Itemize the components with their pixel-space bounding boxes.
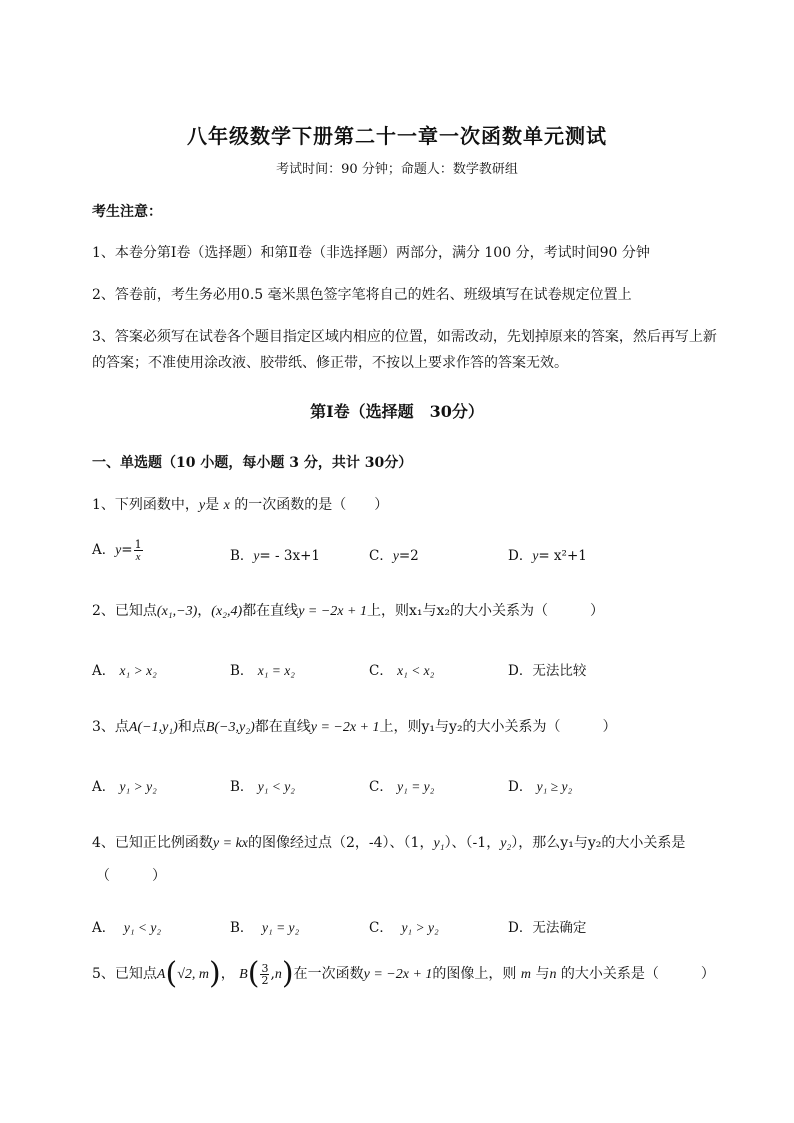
notice-heading: 考生注意： <box>92 204 162 220</box>
question-2: 2、已知点(x₁,−3)，(x₂,4)都在直线y = −2x + 1上，则x₁与x₂的大小关系为（ ） <box>92 603 604 619</box>
question-1: 1、下列函数中，y是 x 的一次函数的是（ ） <box>92 497 389 513</box>
q2-option-c[interactable]: C． x₁ < x₂ <box>369 663 435 679</box>
exam-info: 考试时间：90 分钟；命题人：数学教研组 <box>276 162 518 177</box>
q2-option-b[interactable]: B． x₁ = x₂ <box>230 663 295 679</box>
notice-item-3-cont: 的答案；不准使用涂改液、胶带纸、修正带，不按以上要求作答的答案无效。 <box>92 355 568 371</box>
notice-item-2: 2、答卷前，考生务必用0.5 毫米黑色签字笔将自己的姓名、班级填写在试卷规定位置上 <box>92 287 632 303</box>
q3-option-d[interactable]: D． y₁ ≥ y₂ <box>508 779 573 795</box>
q1-option-d[interactable]: D．y= x²+1 <box>508 548 587 564</box>
question-4-answer-blank: （ ） <box>96 868 166 884</box>
q3-option-c[interactable]: C． y₁ = y₂ <box>369 779 435 795</box>
q3-option-a[interactable]: A． y₁ > y₂ <box>92 779 157 795</box>
q4-option-d[interactable]: D．无法确定 <box>508 920 587 936</box>
question-4: 4、已知正比例函数y = kx的图像经过点（2，-4）、（1，y₁）、（-1，y₂），那么y₁与y₂的大小关系是 <box>92 835 686 851</box>
section-title: 第Ⅰ卷（选择题 30分） <box>310 402 484 421</box>
q1-option-c[interactable]: C．y=2 <box>369 548 419 564</box>
notice-item-1: 1、本卷分第Ⅰ卷（选择题）和第Ⅱ卷（非选择题）两部分，满分 100 分，考试时间90 分钟 <box>92 245 650 261</box>
q2-option-d[interactable]: D．无法比较 <box>508 663 587 679</box>
q1-option-a[interactable]: A．y= $\frac{1}{x}$ <box>92 537 142 563</box>
q4-option-b[interactable]: B． y₁ = y₂ <box>230 920 300 936</box>
question-3: 3、点A(−1,y₁)和点B(−3,y₂)都在直线y = −2x + 1上，则y₁与y₂的大小关系为（ ） <box>92 719 617 735</box>
q4-option-a[interactable]: A． y₁ < y₂ <box>92 920 162 936</box>
q1-option-b[interactable]: B．y= - 3x+1 <box>230 548 320 564</box>
page-title: 八年级数学下册第二十一章一次函数单元测试 <box>187 124 607 148</box>
notice-item-3: 3、答案必须写在试卷各个题目指定区域内相应的位置，如需改动，先划掉原来的答案，然后再写上新 <box>92 329 717 345</box>
q2-option-a[interactable]: A． x₁ > x₂ <box>92 663 157 679</box>
part-heading: 一、单选题（10 小题，每小题 3 分，共计 30分） <box>92 455 413 471</box>
q4-option-c[interactable]: C． y₁ > y₂ <box>369 920 439 936</box>
question-5: 5、已知点A(√2, m)， B( $\frac{3}{2}$ ,n)在一次函数y = −2x + 1的图像上，则 m 与n 的大小关系是（ ） <box>92 956 715 991</box>
q3-option-b[interactable]: B． y₁ < y₂ <box>230 779 295 795</box>
